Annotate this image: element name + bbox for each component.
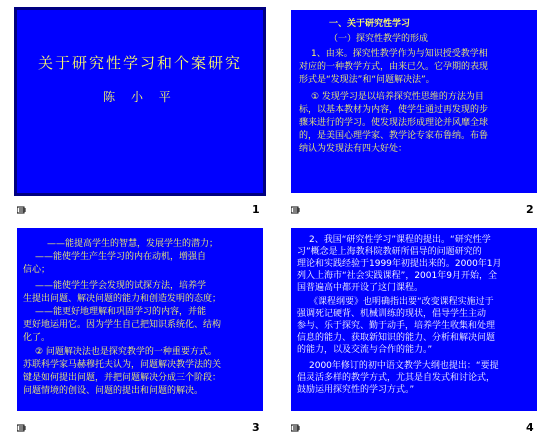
slide-text-line: 参与、乐于探究、勤于动手，培养学生收集和处理 [297,321,496,331]
slide-transition-icon[interactable] [17,424,27,432]
slide-heading: 一、关于研究性学习 [329,19,411,29]
slide-text-line: 的，是美国心理学家、教学论专家布鲁纳。布鲁 [299,131,489,141]
slide-text-line: 苏联科学家马赫穆托夫认为，问题解决教学法的关 [23,360,222,370]
slide-transition-icon[interactable] [17,206,27,214]
slide-number: 4 [526,421,534,434]
slide-text-line: 倡灵活多样的教学方式，尤其是自发式和讨论式， [297,373,496,383]
slide-text-line: ——能提高学生的智慧，发展学生的潜力； [47,239,219,249]
slide-transition-icon[interactable] [291,206,301,214]
slide-number: 1 [252,203,260,216]
slide-text-line: 列入上海市“社会实践课程”，2001年9月开始，全 [297,271,497,281]
slide-text-line: 习”概念是上海教科院教研所倡导的问题研究的 [297,247,482,257]
slide-number: 2 [526,203,534,216]
slide-text-line: 更好地运用它。因为学生自己把知识系统化、结构 [23,320,222,330]
slide-thumbnail-2[interactable] [291,10,537,193]
slide-text-line: 信心； [23,265,51,275]
slide-text-line: 2000年修订的初中语文教学大纲也提出：“要提 [309,361,499,371]
slide-number: 3 [252,421,260,434]
slide-thumbnail-4[interactable] [291,228,537,411]
slide-text-line: 《课程纲要》也明确指出要“改变课程实施过于 [309,297,494,307]
slide-text-line: 国普遍高中都开设了这门课程。 [297,283,424,293]
slide-text-line: 骤来进行的学习。使发现法形成理论并风靡全球 [299,118,489,128]
slide-text-line: ——能更好地理解和巩固学习的内容，并能 [35,307,207,317]
slide-text-line: 标，以基本教材为内容，使学生通过再发现的步 [299,105,489,115]
slide-text-line: 键是如何提出问题，并把问题解决分成三个阶段： [23,373,222,383]
slide-text-line: 鼓励运用探究性的学习方式。” [297,385,415,395]
slide-text-line: ① 发现学习是以培养探究性思维的方法为目 [311,92,484,102]
slide-text-line: 生提出问题、解决问题的能力和创造发明的态度； [23,294,222,304]
slide-text-line: 形式是“发现法”和“问题解决法”。 [299,75,435,85]
slide-text-line: 问题情境的创设、问题的提出和问题的解决。 [23,386,204,396]
slide-text-line: 信息的能力、获取新知识的能力、分析和解决问题 [297,333,496,343]
slide-subheading: （一）探究性教学的形成 [329,34,429,44]
slide-text-line: 对应的一种教学方式，由来已久。它孕期的表现 [299,62,489,72]
slide-text-line: ——能使学生产生学习的内在动机，增强自 [35,252,207,262]
slide-author: 陈 小 平 [103,90,177,104]
slide-title: 关于研究性学习和个案研究 [37,54,242,72]
slide-text-line: 2、我国“研究性学习”课程的提出。“研究性学 [309,235,491,245]
slide-text-line: 化了。 [23,333,51,343]
slide-thumbnail-1[interactable] [17,10,263,193]
slide-text-line: 纳认为发现法有四大好处： [299,144,408,154]
slide-thumbnail-3[interactable] [17,228,263,411]
slide-text-line: 强调死记硬背、机械训练的现状，倡导学生主动 [297,309,487,319]
slide-text-line: 1、由来。探究性教学作为与知识授受教学相 [311,49,488,59]
slide-transition-icon[interactable] [291,424,301,432]
slide-text-line: 理论和实践经验于1999年初提出来的。2000年1月 [297,259,502,269]
slide-text-line: ——能使学生学会发现的试探方法，培养学 [35,281,207,291]
slide-text-line: ② 问题解决法也是探究教学的一种重要方式。 [35,347,217,357]
slide-text-line: 的能力，以及交流与合作的能力。” [297,345,433,355]
